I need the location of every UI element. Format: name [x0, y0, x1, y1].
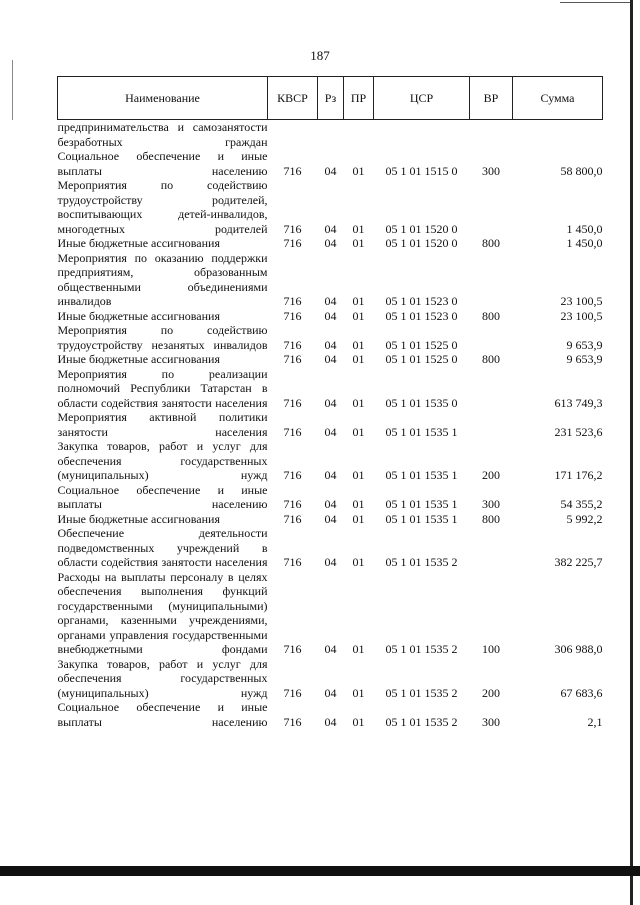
row-vr: [470, 178, 513, 236]
table-row: [58, 570, 603, 657]
row-rz: 04: [324, 642, 337, 656]
row-sum: 1 450,0: [566, 236, 603, 250]
row-sum: 9 653,9: [566, 337, 603, 352]
scan-edge-top: [560, 2, 630, 3]
row-pr: 01: [352, 497, 365, 511]
row-kvsr: 716: [283, 395, 302, 410]
row-kvsr: 716: [283, 497, 302, 511]
row-vr: [470, 323, 513, 352]
table-header-row: [58, 77, 603, 120]
row-kvsr: [268, 120, 318, 150]
row-rz: 04: [324, 294, 337, 308]
row-rz: 04: [324, 685, 337, 700]
row-rz: 04: [324, 424, 337, 439]
header-vr: ВР: [470, 77, 513, 120]
row-vr: 800: [482, 236, 500, 250]
budget-table: [57, 76, 603, 729]
row-kvsr: 716: [283, 294, 302, 308]
row-csr: 05 1 01 1535 2: [385, 642, 458, 656]
row-pr: [344, 120, 374, 150]
row-csr: 05 1 01 1525 0: [385, 337, 458, 352]
row-sum: 171 176,2: [554, 468, 603, 482]
table-row: [58, 512, 603, 527]
row-rz: 04: [324, 714, 337, 729]
row-kvsr: 716: [283, 685, 302, 700]
row-rz: 04: [324, 236, 337, 250]
row-name: Иные бюджетные ассигнования: [57, 236, 220, 250]
row-rz: 04: [324, 511, 337, 526]
row-name: Иные бюджетные ассигнования: [57, 352, 220, 366]
row-pr: 01: [352, 236, 365, 250]
row-sum: 23 100,5: [560, 308, 603, 323]
row-name: предпринимательства и самозанятости безработных граждан: [57, 120, 268, 149]
header-rz: Рз: [318, 77, 344, 120]
row-vr: 100: [482, 642, 500, 656]
row-name: Иные бюджетные ассигнования: [57, 511, 220, 526]
row-rz: 04: [324, 308, 337, 323]
table-row: [58, 309, 603, 324]
row-sum: 613 749,3: [554, 395, 603, 410]
row-name: Мероприятия активной политики занятости населения: [57, 410, 268, 439]
table-row: [58, 323, 603, 352]
row-rz: 04: [324, 497, 337, 511]
row-csr: 05 1 01 1535 0: [385, 395, 458, 410]
row-csr: 05 1 01 1520 0: [385, 236, 458, 250]
scan-edge-left: [12, 60, 13, 120]
table-row: [58, 526, 603, 570]
row-pr: 01: [352, 163, 365, 178]
row-rz: 04: [324, 555, 337, 569]
row-name: Мероприятия по содействию трудоустройству родителей, воспитывающих детей-инвалидов, многодетных родителей: [57, 178, 268, 236]
row-pr: 01: [352, 685, 365, 700]
row-pr: 01: [352, 642, 365, 656]
row-name: Мероприятия по оказанию поддержки предприятиям, образованным общественными объединениями инвалидов: [57, 250, 268, 308]
row-name: Мероприятия по реализации полномочий Республики Татарстан в области содействия занятости населения: [57, 366, 268, 410]
row-sum: 1 450,0: [566, 221, 603, 236]
row-kvsr: 716: [283, 511, 302, 526]
table-row: [58, 483, 603, 512]
row-pr: 01: [352, 352, 365, 366]
table-body: [58, 120, 603, 730]
row-sum: 2,1: [587, 714, 603, 729]
row-rz: 04: [324, 468, 337, 482]
row-pr: 01: [352, 221, 365, 236]
row-name: Иные бюджетные ассигнования: [57, 308, 220, 323]
row-vr: 300: [482, 163, 500, 178]
row-kvsr: 716: [283, 163, 302, 178]
row-kvsr: 716: [283, 221, 302, 236]
row-csr: 05 1 01 1523 0: [385, 294, 458, 308]
table-row: [58, 120, 603, 150]
row-vr: 200: [482, 468, 500, 482]
table-row: [58, 236, 603, 251]
row-vr: 300: [482, 497, 500, 511]
row-pr: 01: [352, 395, 365, 410]
scan-edge-bottom: [0, 866, 640, 876]
row-vr: 800: [482, 308, 500, 323]
row-pr: 01: [352, 308, 365, 323]
row-pr: 01: [352, 555, 365, 569]
row-sum: 54 355,2: [560, 497, 603, 511]
row-sum: 306 988,0: [554, 642, 603, 656]
row-sum: 231 523,6: [554, 424, 603, 439]
row-csr: 05 1 01 1535 2: [385, 714, 458, 729]
row-csr: 05 1 01 1535 2: [385, 555, 458, 569]
table-row: [58, 352, 603, 367]
row-rz: [318, 120, 344, 150]
row-vr: 800: [482, 352, 500, 366]
row-kvsr: 716: [283, 337, 302, 352]
header-name: Наименование: [58, 77, 268, 120]
row-rz: 04: [324, 163, 337, 178]
row-name: Обеспечение деятельности подведомственных учреждений в области содействия занятости населения: [57, 526, 268, 569]
table-row: [58, 439, 603, 483]
row-csr: 05 1 01 1520 0: [385, 221, 458, 236]
row-csr: 05 1 01 1535 1: [385, 468, 458, 482]
row-sum: 5 992,2: [566, 511, 603, 526]
row-pr: 01: [352, 337, 365, 352]
table-row: [58, 251, 603, 309]
row-kvsr: 716: [283, 714, 302, 729]
row-vr: [470, 367, 513, 411]
row-sum: [513, 120, 603, 150]
row-csr: 05 1 01 1525 0: [385, 352, 458, 366]
row-name: Расходы на выплаты персоналу в целях обеспечения выполнения функций государственными (муниципальными) органами, казенными учреждениями, органами управления государственными внебюджетными фондами: [57, 569, 268, 656]
header-kvsr: КВСР: [268, 77, 318, 120]
row-name: Мероприятия по содействию трудоустройству незанятых инвалидов: [57, 323, 268, 352]
row-csr: 05 1 01 1515 0: [385, 163, 458, 178]
row-name: Закупка товаров, работ и услуг для обеспечения государственных (муниципальных) нужд: [57, 439, 268, 482]
row-pr: 01: [352, 424, 365, 439]
row-vr: [470, 410, 513, 439]
row-rz: 04: [324, 337, 337, 352]
row-kvsr: 716: [283, 308, 302, 323]
row-vr: 800: [482, 511, 500, 526]
table-row: [58, 410, 603, 439]
row-vr: 300: [482, 714, 500, 729]
table-row: [58, 700, 603, 729]
page-number: 187: [310, 48, 330, 63]
row-rz: 04: [324, 352, 337, 366]
row-sum: 9 653,9: [566, 352, 603, 366]
row-name: Социальное обеспечение и иные выплаты населению: [57, 149, 268, 178]
table-row: [58, 657, 603, 701]
row-csr: 05 1 01 1523 0: [385, 308, 458, 323]
row-csr: 05 1 01 1535 2: [385, 685, 458, 700]
row-name: Социальное обеспечение и иные выплаты населению: [57, 700, 268, 729]
header-sum: Сумма: [513, 77, 603, 120]
row-name: Социальное обеспечение и иные выплаты населению: [57, 482, 268, 511]
row-sum: 23 100,5: [560, 294, 603, 308]
row-rz: 04: [324, 395, 337, 410]
row-kvsr: 716: [283, 236, 302, 250]
row-pr: 01: [352, 294, 365, 308]
row-pr: 01: [352, 511, 365, 526]
row-vr: [470, 526, 513, 570]
row-csr: 05 1 01 1535 1: [385, 511, 458, 526]
row-pr: 01: [352, 468, 365, 482]
header-csr: ЦСР: [374, 77, 470, 120]
row-kvsr: 716: [283, 642, 302, 656]
row-rz: 04: [324, 221, 337, 236]
row-kvsr: 716: [283, 352, 302, 366]
row-sum: 382 225,7: [554, 555, 603, 569]
row-sum: 67 683,6: [560, 685, 603, 700]
row-vr: [470, 120, 513, 150]
scan-edge-right: [630, 0, 633, 905]
row-kvsr: 716: [283, 468, 302, 482]
table-row: [58, 149, 603, 178]
row-csr: 05 1 01 1535 1: [385, 497, 458, 511]
row-csr: [374, 120, 470, 150]
table-row: [58, 178, 603, 236]
row-kvsr: 716: [283, 424, 302, 439]
header-pr: ПР: [344, 77, 374, 120]
row-name: Закупка товаров, работ и услуг для обеспечения государственных (муниципальных) нужд: [57, 656, 268, 700]
row-pr: 01: [352, 714, 365, 729]
row-vr: [470, 251, 513, 309]
row-sum: 58 800,0: [560, 163, 603, 178]
row-csr: 05 1 01 1535 1: [385, 424, 458, 439]
table-row: [58, 367, 603, 411]
row-vr: 200: [482, 685, 500, 700]
row-kvsr: 716: [283, 555, 302, 569]
